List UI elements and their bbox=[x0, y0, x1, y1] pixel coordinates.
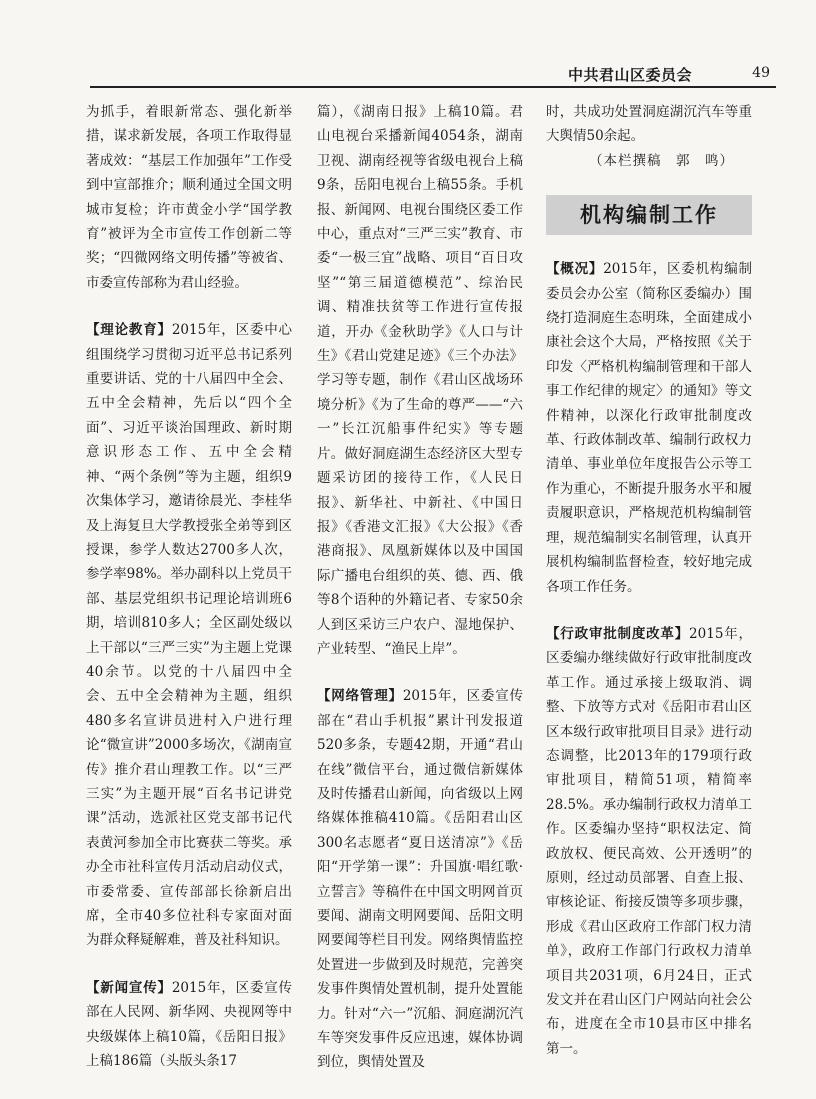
approval-reform-heading: 【行政审批制度改革】 bbox=[546, 625, 690, 642]
news-publicity-text: 2015年，区委宣传部在人民网、新华网、央视网等中央级媒体上稿10篇，《岳阳日报》上稿186篇（头版头条17 bbox=[86, 979, 293, 1070]
header-title: 中共君山区委员会 bbox=[567, 66, 692, 84]
network-management-continued: 时，共成功处置洞庭湖沉汽车等重大舆情50余起。 bbox=[546, 104, 752, 145]
header-divider bbox=[90, 86, 776, 88]
news-publicity-heading: 【新闻宣传】 bbox=[86, 979, 172, 996]
news-publicity-section bbox=[86, 976, 292, 1074]
overview-heading: 【概况】 bbox=[546, 261, 604, 278]
network-management-text: 2015年，区委宣传部在“君山手机报”累计刊发报道520多条，专题42期，开通“君山在线”微信平台，通过微信新媒体及时传播君山新闻，向省级以上网络媒体推稿410篇。《岳阳君山区300名志愿者“夏日送清凉”》《岳阳“开学第一课”：升国旗·唱红歌·立誓言》等稿件在中国文明网首页要闻、湖南文明网要闻、岳阳文明网要闻等栏目刊发。网络舆情监控处置进一步做到及时规范，完善突发事件舆情处置机制，提升处置能力。针对“六一”沉船、洞庭湖沉汽车等突发事件反应迅速，媒体协调到位，舆情处置及 bbox=[317, 688, 524, 1071]
text-column-1 bbox=[86, 100, 292, 1073]
theory-education-text: 2015年，区委中心组围绕学习贯彻习近平总书记系列重要讲话、党的十八届四中全会、五中全会精神，先后以“四个全面”、习近平谈治国理政、新时期意识形态工作、五中全会精神、“两个条例”等为主题，组织9次集体学习，邀请徐晨光、李桂华及上海复旦大学教授张全弟等到区授课，参学人数达2700多人次，参学率98%。举办副科以上党员干部、基层党组织书记理论培训班6期，培训810多人；全区副处级以上干部以“三严三实”为主题上党课40余节。以党的十八届四中全会、五中全会精神为主题，组织480多名宣讲员进村入户进行理论“微宣讲”2000多场次，《湖南宣传》推介君山理教工作。以“三严三实”为主题开展“百名书记讲党课”活动，选派社区党支部书记代表黄河参加全市比赛获二等奖。承办全市社科宣传月活动启动仪式，市委常委、宣传部部长徐新启出席，全市40多位社科专家面对面为群众释疑解难，普及社科知识。 bbox=[86, 322, 293, 949]
page-number: 49 bbox=[752, 65, 770, 81]
page-header bbox=[30, 62, 776, 88]
section-banner: 机构编制工作 bbox=[546, 195, 752, 235]
text-column-3 bbox=[546, 100, 752, 1061]
author-credit: （本栏撰稿 郭 鸣） bbox=[589, 152, 734, 169]
network-management-heading: 【网络管理】 bbox=[317, 688, 403, 705]
theory-education-heading: 【理论教育】 bbox=[86, 322, 172, 339]
approval-reform-section bbox=[546, 622, 752, 1061]
theory-education-section bbox=[86, 318, 292, 953]
overview-section bbox=[546, 257, 752, 599]
overview-text: 2015年，区委机构编制委员会办公室（简称区委编办）围绕打造洞庭生态明珠，全面建成小康社会这个大局，严格按照《关于印发〈严格机构编制管理和干部人事工作纪律的规定〉的通知》等文件精神，以深化行政审批制度改革、行政体制改革、编制行政权力清单、事业单位年度报告公示等工作为重心，不断提升服务水平和履责履职意识，严格规范机构编制管理，规范编制实名制管理，认真开展机构编制监督检查，较好地完成各项工作任务。 bbox=[546, 261, 753, 595]
news-publicity-continued: 篇），《湖南日报》上稿10篇。君山电视台采播新闻4054条，湖南卫视、湖南经视等省级电视台上稿9条，岳阳电视台上稿55条。手机报、新闻网、电视台围绕区委工作中心，重点对“三严三实”教育、市委“一极三宜”战略、项目“百日攻坚”“第三届道德模范”、综治民调、精准扶贫等工作进行宣传报道，开办《金秋助学》《人口与计生》《君山党建足迹》《三个办法》学习等专题，制作《君山区战场环境分析》《为了生命的尊严——“六一”长江沉船事件纪实》等专题片。做好洞庭湖生态经济区大型专题采访团的接待工作，《人民日报》、新华社、中新社、《中国日报》《香港文汇报》《大公报》《香港商报》、凤凰新媒体以及中国国际广播电台组织的英、德、西、俄等8个语种的外籍记者、专家50余人到区采访三户农户、湿地保护、产业转型、“渔民上岸”。 bbox=[317, 104, 523, 657]
network-management-section bbox=[317, 684, 523, 1075]
text-column-2 bbox=[317, 100, 523, 1075]
approval-reform-text: 2015年，区委编办继续做好行政审批制度改革工作。通过承接上级取消、调整、下放等方式对《岳阳市君山区区本级行政审批项目目录》进行动态调整，比2013年的179项行政审批项目，精简51项，精简率28.5%。承办编制行政权力清单工作。区委编办坚持“职权法定、简政放权、便民高效、公开透明”的原则，经过动员部署、自查上报、审核论证、衔接反馈等多项步骤，形成《君山区政府工作部门权力清单》，政府工作部门行政权力清单项目共2031项，6月24日，正式发文并在君山区门户网站向社会公布，进度在全市10县市区中排名第一。 bbox=[546, 625, 753, 1057]
intro-paragraph: 为抓手，着眼新常态、强化新举措，谋求新发展，各项工作取得显著成效：“基层工作加强年”工作受到中宣部推介；顺利通过全国文明城市复检；许市黄金小学“国学教育”被评为全市宣传工作创新二等奖；“四微网络文明传播”等被省、市委宣传部称为君山经验。 bbox=[86, 104, 292, 291]
